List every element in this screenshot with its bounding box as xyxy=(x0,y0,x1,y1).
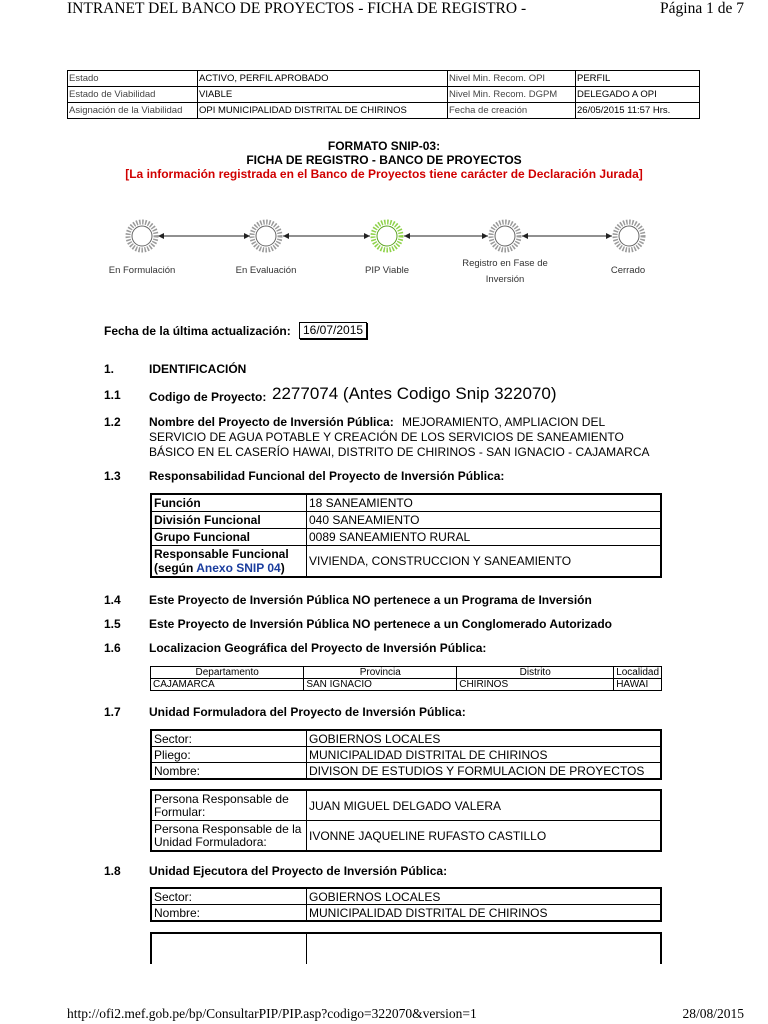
table-cell: Nombre: xyxy=(151,763,307,780)
footer-url[interactable]: http://ofi2.mef.gob.pe/bp/ConsultarPIP/PIP.asp?codigo=322070&version=1 xyxy=(67,1006,477,1021)
table-cell: 040 SANEAMIENTO xyxy=(307,512,662,529)
section-title: IDENTIFICACIÓN xyxy=(149,362,247,376)
workflow-node-3 xyxy=(491,222,519,250)
table-cell: Grupo Funcional xyxy=(151,529,307,546)
section-number: 1.2 xyxy=(104,415,121,429)
table-row xyxy=(151,747,661,763)
table-cell: DELEGADO A OPI xyxy=(576,87,700,103)
executor-unit-table xyxy=(150,887,662,922)
table-row xyxy=(68,87,700,103)
table-header: Provincia xyxy=(304,667,457,679)
workflow-label-pip-viable: PIP Viable xyxy=(364,265,410,276)
section-title: Este Proyecto de Inversión Pública NO pertenece a un Conglomerado Autorizado xyxy=(149,617,612,631)
section-title: Responsabilidad Funcional del Proyecto de Inversión Pública: xyxy=(149,469,505,483)
table-row xyxy=(151,730,661,747)
table-row xyxy=(151,821,661,852)
arrow-left-icon xyxy=(158,233,164,239)
table-row xyxy=(151,546,661,578)
table-row xyxy=(151,933,661,964)
arrow-right-icon xyxy=(244,233,250,239)
table-row xyxy=(151,529,661,546)
anexo-snip-04-link[interactable]: Anexo SNIP 04 xyxy=(196,561,281,575)
arrow-left-icon xyxy=(404,233,410,239)
workflow-label-registro: Registro en Fase de Inversión xyxy=(462,258,548,285)
table-cell: Pliego: xyxy=(151,747,307,763)
table-cell: Asignación de la Viabilidad xyxy=(68,103,198,119)
section-number: 1.3 xyxy=(104,469,121,483)
table-row xyxy=(151,667,662,679)
table-cell: Nivel Min. Recom. DGPM xyxy=(448,87,576,103)
table-header: Localidad xyxy=(614,667,662,679)
table-cell: Función xyxy=(151,494,307,512)
table-cell: IVONNE JAQUELINE RUFASTO CASTILLO xyxy=(307,821,662,852)
table-cell: DIVISON DE ESTUDIOS Y FORMULACION DE PROYECTOS xyxy=(307,763,662,780)
table-row xyxy=(151,512,661,529)
table-cell: GOBIERNOS LOCALES xyxy=(307,888,662,905)
arrow-left-icon xyxy=(522,233,528,239)
responsible-label-suffix: ) xyxy=(280,561,285,575)
table-row xyxy=(68,71,700,87)
table-header: Distrito xyxy=(457,667,614,679)
continued-table xyxy=(150,932,662,964)
section-number: 1.4 xyxy=(104,593,121,607)
table-row xyxy=(151,905,661,922)
format-title: FICHA DE REGISTRO - BANCO DE PROYECTOS xyxy=(246,153,522,167)
table-cell: 26/05/2015 11:57 Hrs. xyxy=(576,103,700,119)
last-update-label: Fecha de la última actualización: xyxy=(104,324,291,338)
location-table xyxy=(150,666,662,691)
arrow-left-icon xyxy=(283,233,289,239)
table-cell: MUNICIPALIDAD DISTRITAL DE CHIRINOS xyxy=(307,747,662,763)
table-cell: División Funcional xyxy=(151,512,307,529)
last-update-value: 16/07/2015 xyxy=(299,322,367,339)
section-title: Unidad Formuladora del Proyecto de Inversión Pública: xyxy=(149,705,466,719)
table-cell: HAWAI xyxy=(614,679,662,691)
table-row xyxy=(151,494,661,512)
section-title: Localizacion Geográfica del Proyecto de Inversión Pública: xyxy=(149,641,487,655)
table-cell: SAN IGNACIO xyxy=(304,679,457,691)
page-number: Página 1 de 7 xyxy=(660,0,744,17)
table-cell: Sector: xyxy=(151,730,307,747)
project-name-line: MEJORAMIENTO, AMPLIACION DEL xyxy=(402,415,606,429)
project-code-value: 2277074 (Antes Codigo Snip 322070) xyxy=(272,384,557,403)
section-number: 1.6 xyxy=(104,641,121,655)
functional-table xyxy=(150,493,662,578)
table-row xyxy=(151,790,661,821)
table-header: Departamento xyxy=(151,667,304,679)
workflow-node-2 xyxy=(373,222,401,250)
project-name-line: BÁSICO EN EL CASERÍO HAWAI, DISTRITO DE CHIRINOS - SAN IGNACIO - CAJAMARCA xyxy=(149,445,650,459)
arrow-right-icon xyxy=(606,233,612,239)
section-title: Este Proyecto de Inversión Pública NO pertenece a un Programa de Inversión xyxy=(149,593,592,607)
format-code: FORMATO SNIP-03: xyxy=(327,139,441,153)
arrow-right-icon xyxy=(482,233,488,239)
formulator-unit-table xyxy=(150,729,662,780)
table-cell: Nombre: xyxy=(151,905,307,922)
formulator-persons-table xyxy=(150,789,662,852)
responsible-label-prefix: (según xyxy=(154,561,197,575)
table-cell: CAJAMARCA xyxy=(151,679,304,691)
table-cell xyxy=(307,933,662,964)
table-cell: ACTIVO, PERFIL APROBADO xyxy=(198,71,448,87)
footer-date: 28/08/2015 xyxy=(682,1006,744,1021)
table-cell: GOBIERNOS LOCALES xyxy=(307,730,662,747)
table-cell: Fecha de creación xyxy=(448,103,576,119)
workflow-node-0 xyxy=(128,222,156,250)
table-cell: JUAN MIGUEL DELGADO VALERA xyxy=(307,790,662,821)
workflow-label-evaluacion: En Evaluación xyxy=(235,265,297,276)
workflow-node-4 xyxy=(615,222,643,250)
workflow-node-1 xyxy=(252,222,280,250)
section-number: 1.1 xyxy=(104,388,121,402)
project-name-line: SERVICIO DE AGUA POTABLE Y CREACIÓN DE LOS SERVICIOS DE SANEAMIENTO xyxy=(149,430,624,444)
table-cell: Estado xyxy=(68,71,198,87)
section-number: 1.5 xyxy=(104,617,121,631)
table-cell: 18 SANEAMIENTO xyxy=(307,494,662,512)
table-row xyxy=(68,103,700,119)
table-cell xyxy=(151,933,307,964)
table-row xyxy=(151,679,662,691)
table-cell: OPI MUNICIPALIDAD DISTRITAL DE CHIRINOS xyxy=(198,103,448,119)
workflow-label-formulacion: En Formulación xyxy=(108,265,176,276)
table-cell: Nivel Min. Recom. OPI xyxy=(448,71,576,87)
table-cell: VIABLE xyxy=(198,87,448,103)
table-cell: CHIRINOS xyxy=(457,679,614,691)
project-name-label: Nombre del Proyecto de Inversión Pública: xyxy=(149,415,394,429)
table-cell: Sector: xyxy=(151,888,307,905)
table-cell: Persona Responsable de la Unidad Formuladora: xyxy=(151,821,307,852)
table-cell: MUNICIPALIDAD DISTRITAL DE CHIRINOS xyxy=(307,905,662,922)
table-cell: PERFIL xyxy=(576,71,700,87)
section-number: 1. xyxy=(104,362,115,376)
status-table xyxy=(67,70,700,119)
arrow-right-icon xyxy=(364,233,370,239)
page-header-title: INTRANET DEL BANCO DE PROYECTOS - FICHA DE REGISTRO - xyxy=(67,0,527,17)
table-row xyxy=(151,763,661,780)
table-cell xyxy=(151,546,307,578)
table-cell: VIVIENDA, CONSTRUCCION Y SANEAMIENTO xyxy=(307,546,662,578)
workflow-label-cerrado: Cerrado xyxy=(610,265,646,276)
table-cell: 0089 SANEAMIENTO RURAL xyxy=(307,529,662,546)
section-number: 1.8 xyxy=(104,864,121,878)
table-cell: Persona Responsable de Formular: xyxy=(151,790,307,821)
responsible-label: Responsable Funcional xyxy=(154,547,289,561)
table-cell: Estado de Viabilidad xyxy=(68,87,198,103)
section-title: Unidad Ejecutora del Proyecto de Inversión Pública: xyxy=(149,864,448,878)
section-number: 1.7 xyxy=(104,705,121,719)
project-code-label: Codigo de Proyecto: xyxy=(149,390,267,404)
declaration-note: [La información registrada en el Banco de Proyectos tiene carácter de Declaración Jurada] xyxy=(125,167,643,181)
table-row xyxy=(151,888,661,905)
